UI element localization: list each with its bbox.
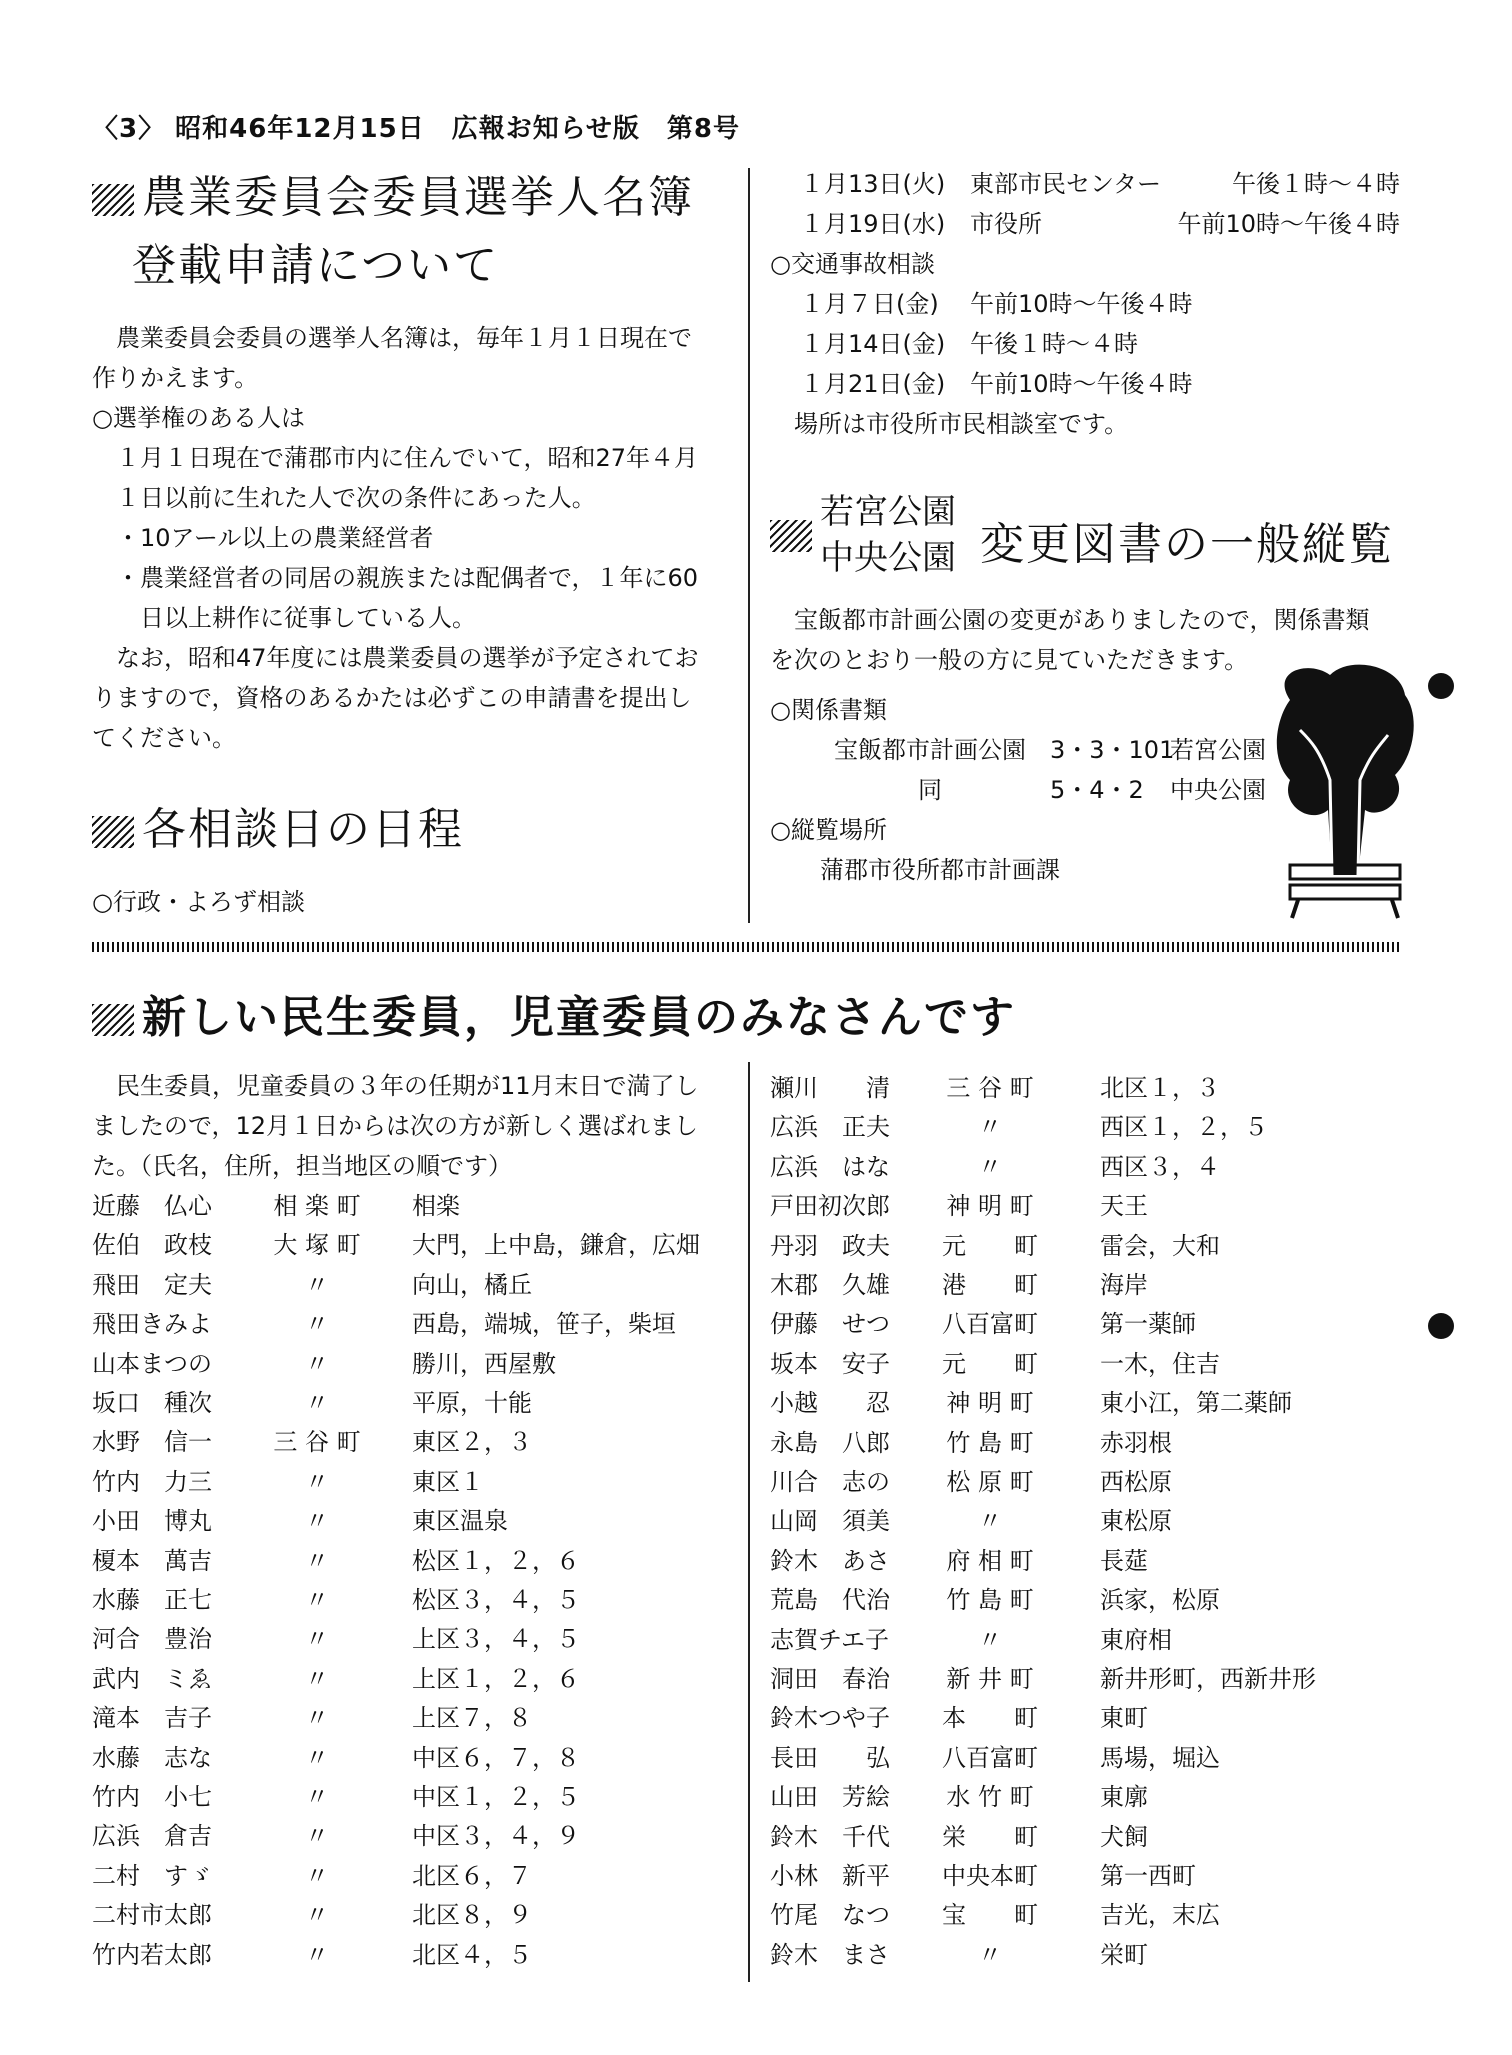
member-town: 府 相 町: [946, 1546, 1034, 1575]
member-row: [92, 1935, 732, 1971]
member-name: 広浜 はな: [770, 1152, 890, 1181]
punch-hole-2: [1428, 1313, 1454, 1339]
member-district: 大門，上中島，鎌倉，広畑: [412, 1231, 700, 1260]
member-district: 天王: [1100, 1192, 1148, 1221]
column-divider-top: [748, 168, 750, 923]
member-town: 三 谷 町: [273, 1428, 361, 1457]
schedule-time: 午後１時～４時: [1232, 170, 1400, 198]
schedule-time: 午前10時～午後４時: [970, 370, 1193, 398]
schedule-place: 東部市民センター: [970, 170, 1162, 198]
member-row: [770, 1462, 1410, 1498]
member-row: [770, 1344, 1410, 1380]
members-title: [92, 988, 1016, 1048]
farm-body-line: りますので，資格のあるかたは必ずこの申請書を提出し: [92, 684, 692, 712]
member-row: [770, 1738, 1410, 1774]
member-name: 竹尾 なつ: [770, 1901, 890, 1930]
member-row: [770, 1935, 1410, 1971]
schedule-row: [800, 204, 1400, 240]
park-doc-row: [820, 730, 1280, 766]
member-district: 西島，端城，笹子，柴垣: [412, 1310, 676, 1339]
member-row: [770, 1698, 1410, 1734]
hatch-mark: [770, 520, 812, 552]
member-town: 神 明 町: [946, 1389, 1034, 1418]
member-name: 永島 八郎: [770, 1428, 890, 1457]
schedule-date: １月７日(金): [800, 290, 939, 318]
member-town: 中央本町: [942, 1862, 1038, 1890]
member-row: [92, 1895, 732, 1931]
member-district: 新井形町，西新井形: [1100, 1665, 1316, 1693]
farm-body-line: １月１日現在で蒲郡市内に住んでいて，昭和27年４月: [92, 444, 699, 472]
member-name: 荒島 代治: [770, 1586, 890, 1615]
hatch-mark: [92, 184, 134, 216]
schedule-row: [800, 164, 1400, 200]
hatch-mark: [92, 1004, 134, 1036]
member-row: [92, 1501, 732, 1537]
member-district: 西区３，４: [1100, 1152, 1220, 1181]
park-name-2: 中央公園: [820, 538, 956, 578]
member-town: 〃: [305, 1467, 329, 1496]
member-district: 向山，橘丘: [412, 1270, 532, 1299]
consult-title: [92, 800, 464, 860]
member-district: 赤羽根: [1100, 1428, 1172, 1457]
member-row: [770, 1817, 1410, 1853]
member-name: 水野 信一: [92, 1428, 212, 1457]
member-name: 山田 芳絵: [770, 1783, 890, 1812]
member-district: 相楽: [412, 1192, 460, 1220]
park-docs-label: ○関係書類: [770, 696, 887, 724]
farm-body-line: てください。: [92, 724, 236, 752]
member-name: 水藤 正七: [92, 1586, 212, 1614]
member-district: 第一西町: [1100, 1862, 1196, 1890]
column-divider-bottom: [748, 1062, 750, 1982]
member-row: [770, 1895, 1410, 1931]
member-row: [92, 1383, 732, 1419]
member-district: 中区１，２，５: [412, 1783, 580, 1811]
member-town: 〃: [305, 1940, 329, 1969]
schedule-row: [800, 324, 1300, 360]
member-town: 〃: [978, 1507, 1002, 1536]
member-name: 鈴木つや子: [770, 1704, 890, 1733]
member-row: [770, 1659, 1410, 1695]
member-row: [92, 1619, 732, 1655]
park-title: [770, 490, 1450, 590]
member-name: 鈴木 あさ: [770, 1546, 890, 1575]
farm-body-line: なお，昭和47年度には農業委員の選挙が予定されてお: [92, 644, 699, 672]
member-name: 山岡 須美: [770, 1507, 890, 1536]
member-town: 〃: [978, 1940, 1002, 1969]
member-name: 飛田きみよ: [92, 1310, 212, 1339]
member-town: 港 町: [942, 1271, 1038, 1299]
schedule-date: １月13日(火): [800, 170, 946, 198]
member-name: 佐伯 政枝: [92, 1231, 212, 1260]
member-town: 松 原 町: [946, 1468, 1034, 1496]
member-row: [770, 1383, 1410, 1419]
member-name: 志賀チエ子: [770, 1625, 890, 1654]
member-row: [92, 1422, 732, 1458]
member-town: 〃: [305, 1783, 329, 1811]
member-name: 坂本 安子: [770, 1349, 890, 1378]
farm-body-line: 作りかえます。: [92, 364, 259, 392]
member-name: 小林 新平: [770, 1862, 890, 1890]
member-row: [770, 1304, 1410, 1340]
member-district: 東区２，３: [412, 1428, 532, 1457]
member-row: [92, 1698, 732, 1734]
members-intro-line: た。（氏名，住所，担当地区の順です）: [92, 1152, 512, 1180]
schedule-date: １月21日(金): [800, 370, 946, 398]
farm-title-line2: 登載申請について: [132, 240, 500, 291]
farm-body-line: 農業委員会委員の選挙人名簿は，毎年１月１日現在で: [92, 324, 692, 352]
member-town: 竹 島 町: [946, 1428, 1034, 1457]
tree-bench-illustration: [1270, 660, 1420, 920]
member-district: 東区温泉: [412, 1507, 508, 1536]
member-name: 滝本 吉子: [92, 1704, 212, 1733]
member-town: 相 楽 町: [273, 1192, 361, 1220]
member-district: 犬飼: [1100, 1822, 1148, 1851]
park-doc-number: 5・4・2: [1050, 776, 1144, 804]
member-town: 〃: [978, 1625, 1002, 1654]
member-district: 東区１: [412, 1467, 484, 1496]
member-name: 丹羽 政夫: [770, 1231, 890, 1260]
member-name: 瀬川 清: [770, 1074, 890, 1102]
schedule-date: １月19日(水): [800, 210, 946, 238]
consult-sub-traffic: ○交通事故相談: [770, 250, 935, 278]
park-doc-number: 3・3・101: [1050, 736, 1175, 764]
member-town: 〃: [305, 1389, 329, 1417]
member-row: [92, 1856, 732, 1892]
member-town: 栄 町: [942, 1822, 1038, 1851]
consult-note: 場所は市役所市民相談室です。: [770, 410, 1129, 438]
member-row: [770, 1186, 1410, 1222]
member-row: [92, 1777, 732, 1813]
member-town: 〃: [305, 1507, 329, 1536]
page-header: 〈3〉 昭和46年12月15日 広報お知らせ版 第8号: [92, 114, 740, 144]
member-row: [770, 1580, 1410, 1616]
member-town: 神 明 町: [946, 1192, 1034, 1221]
member-name: 武内 ミゑ: [92, 1664, 212, 1693]
member-district: 西松原: [1100, 1468, 1172, 1496]
member-district: 西区１，２，５: [1100, 1113, 1268, 1142]
park-title-text: 変更図書の一般縦覧: [980, 519, 1394, 570]
member-district: 栄町: [1100, 1940, 1148, 1969]
member-district: 第一薬師: [1100, 1310, 1196, 1339]
member-name: 山本まつの: [92, 1349, 212, 1378]
member-district: 北区８，９: [412, 1901, 532, 1930]
farm-body-line: １日以前に生れた人で次の条件にあった人。: [92, 484, 596, 512]
section-divider: [92, 942, 1402, 952]
member-town: 元 町: [942, 1231, 1038, 1260]
member-district: 馬場，堀込: [1100, 1743, 1220, 1772]
member-district: 浜家，松原: [1100, 1586, 1220, 1615]
member-district: 勝川，西屋敷: [412, 1349, 556, 1378]
schedule-date: １月14日(金): [800, 330, 946, 358]
member-district: 上区３，４，５: [412, 1625, 580, 1654]
park-place: 蒲郡市役所都市計画課: [820, 856, 1060, 884]
member-name: 木郡 久雄: [770, 1271, 890, 1299]
member-town: 〃: [305, 1822, 329, 1851]
member-row: [92, 1738, 732, 1774]
member-town: 本 町: [942, 1704, 1038, 1733]
member-town: 〃: [305, 1310, 329, 1339]
member-district: 雷会，大和: [1100, 1231, 1220, 1260]
farm-title-line1: 農業委員会委員選挙人名簿: [142, 172, 694, 223]
member-name: 竹内 小七: [92, 1783, 212, 1811]
members-title-text: 新しい民生委員，児童委員のみなさんです: [142, 992, 1016, 1043]
member-district: 一木，住吉: [1100, 1349, 1220, 1378]
park-doc-name: 宝飯都市計画公園: [834, 736, 1026, 764]
member-town: 〃: [305, 1743, 329, 1772]
hatch-mark: [92, 816, 134, 848]
member-name: 広浜 倉吉: [92, 1822, 212, 1851]
member-district: 東町: [1100, 1704, 1148, 1733]
member-town: 〃: [305, 1270, 329, 1299]
member-town: 〃: [305, 1704, 329, 1733]
member-name: 二村市太郎: [92, 1901, 212, 1930]
member-town: 〃: [305, 1586, 329, 1614]
member-name: 広浜 正夫: [770, 1113, 890, 1142]
member-name: 戸田初次郎: [770, 1192, 890, 1221]
member-row: [770, 1856, 1410, 1892]
park-name-1: 若宮公園: [820, 492, 956, 532]
member-row: [92, 1304, 732, 1340]
member-row: [770, 1147, 1410, 1183]
member-district: 吉光，末広: [1100, 1901, 1220, 1930]
member-town: 〃: [978, 1152, 1002, 1181]
member-name: 小田 博丸: [92, 1507, 212, 1536]
member-name: 洞田 春治: [770, 1665, 890, 1693]
farm-body-line: ・10アール以上の農業経営者: [92, 524, 434, 552]
member-name: 小越 忍: [770, 1389, 890, 1418]
member-row: [92, 1225, 732, 1261]
member-name: 坂口 種次: [92, 1389, 212, 1417]
member-district: 中区３，４，９: [412, 1822, 580, 1851]
member-district: 松区１，２，６: [412, 1546, 580, 1575]
member-row: [92, 1265, 732, 1301]
punch-hole-1: [1428, 673, 1454, 699]
member-town: 宝 町: [942, 1901, 1038, 1930]
member-town: 水 竹 町: [946, 1783, 1034, 1812]
farm-body-line: 日以上耕作に従事している人。: [92, 604, 476, 632]
member-name: 二村 すゞ: [92, 1861, 212, 1890]
member-town: 〃: [305, 1861, 329, 1890]
farm-body-line: ○選挙権のある人は: [92, 404, 305, 432]
member-name: 竹内 力三: [92, 1467, 212, 1496]
consult-sub-admin: ○行政・よろず相談: [92, 888, 305, 916]
member-district: 東松原: [1100, 1507, 1172, 1536]
member-town: 八百富町: [942, 1310, 1038, 1339]
members-intro-line: 民生委員，児童委員の３年の任期が11月末日で満了し: [92, 1072, 699, 1100]
member-row: [770, 1107, 1410, 1143]
member-row: [770, 1423, 1410, 1459]
schedule-place: 市役所: [970, 210, 1042, 238]
member-row: [92, 1344, 732, 1380]
member-row: [770, 1620, 1410, 1656]
park-place-label: ○縦覧場所: [770, 816, 887, 844]
member-name: 水藤 志な: [92, 1743, 212, 1772]
member-district: 海岸: [1100, 1271, 1148, 1299]
member-district: 東府相: [1100, 1625, 1172, 1654]
park-body-line: 宝飯都市計画公園の変更がありましたので，関係書類: [770, 606, 1370, 634]
member-town: 〃: [305, 1664, 329, 1693]
member-town: 三 谷 町: [946, 1074, 1034, 1102]
member-row: [770, 1068, 1410, 1104]
member-row: [92, 1186, 732, 1222]
farm-title: [92, 168, 694, 228]
member-row: [770, 1541, 1410, 1577]
member-district: 長莚: [1100, 1546, 1148, 1575]
member-town: 新 井 町: [946, 1665, 1034, 1693]
member-district: 中区６，７，８: [412, 1743, 580, 1772]
schedule-time: 午後１時～４時: [970, 330, 1138, 358]
member-district: 上区１，２，６: [412, 1664, 580, 1693]
member-district: 北区４，５: [412, 1940, 532, 1969]
member-town: 八百富町: [942, 1743, 1038, 1772]
park-doc-row: [820, 770, 1280, 806]
member-row: [770, 1777, 1410, 1813]
park-doc-park: 中央公園: [1170, 776, 1266, 804]
member-name: 近藤 仏心: [92, 1192, 212, 1220]
member-row: [92, 1816, 732, 1852]
member-name: 竹内若太郎: [92, 1940, 212, 1969]
member-town: 元 町: [942, 1349, 1038, 1378]
member-district: 北区１，３: [1100, 1074, 1220, 1102]
member-district: 北区６，７: [412, 1861, 532, 1890]
member-row: [92, 1659, 732, 1695]
member-town: 竹 島 町: [946, 1586, 1034, 1615]
member-name: 鈴木 まさ: [770, 1940, 890, 1969]
member-name: 榎本 萬吉: [92, 1546, 212, 1575]
member-row: [92, 1580, 732, 1616]
member-district: 東小江，第二薬師: [1100, 1389, 1292, 1418]
member-row: [92, 1462, 732, 1498]
schedule-row: [800, 364, 1300, 400]
member-name: 長田 弘: [770, 1743, 890, 1772]
member-name: 伊藤 せつ: [770, 1310, 890, 1339]
schedule-time: 午前10時～午後４時: [970, 290, 1193, 318]
member-name: 飛田 定夫: [92, 1270, 212, 1299]
member-town: 〃: [978, 1113, 1002, 1142]
member-district: 東廓: [1100, 1783, 1148, 1812]
member-town: 〃: [305, 1546, 329, 1575]
schedule-time: 午前10時～午後４時: [1177, 210, 1400, 238]
member-town: 〃: [305, 1901, 329, 1930]
member-name: 河合 豊治: [92, 1625, 212, 1654]
member-district: 平原，十能: [412, 1389, 532, 1417]
member-name: 鈴木 千代: [770, 1822, 890, 1851]
members-intro-line: ましたので，12月１日からは次の方が新しく選ばれまし: [92, 1112, 699, 1140]
member-town: 〃: [305, 1625, 329, 1654]
park-doc-name: 同: [918, 776, 942, 804]
farm-body-line: ・農業経営者の同居の親族または配偶者で，１年に60: [92, 564, 699, 592]
member-town: 〃: [305, 1349, 329, 1378]
member-name: 川合 志の: [770, 1468, 890, 1496]
member-row: [770, 1501, 1410, 1537]
consult-title-text: 各相談日の日程: [142, 804, 464, 855]
member-town: 大 塚 町: [273, 1231, 361, 1260]
park-body-line: を次のとおり一般の方に見ていただきます。: [770, 646, 1249, 674]
member-row: [770, 1226, 1410, 1262]
member-row: [92, 1541, 732, 1577]
member-district: 松区３，４，５: [412, 1586, 580, 1614]
member-row: [770, 1265, 1410, 1301]
park-doc-park: 若宮公園: [1170, 736, 1266, 764]
member-district: 上区７，８: [412, 1704, 532, 1733]
schedule-row: [800, 284, 1300, 320]
